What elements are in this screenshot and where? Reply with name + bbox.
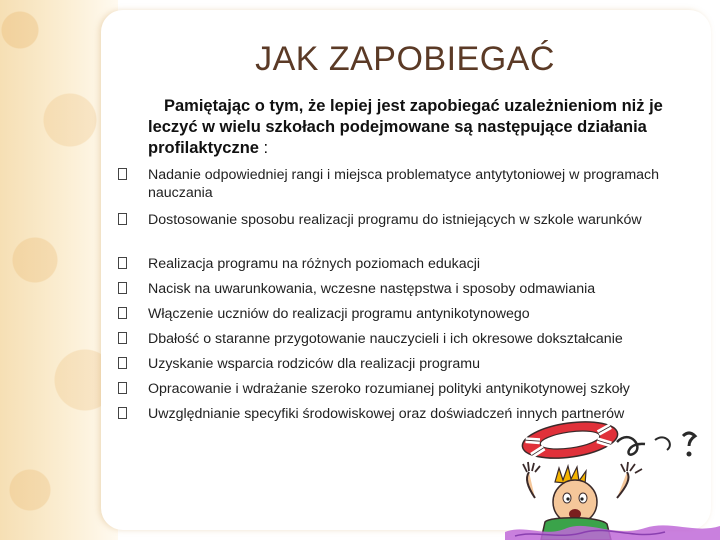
list-item <box>118 255 698 273</box>
bullet-box-icon <box>118 382 127 394</box>
slide-title: JAK ZAPOBIEGAĆ <box>255 40 555 78</box>
bullet-box-icon <box>118 357 127 369</box>
list-item <box>118 380 698 398</box>
list-item <box>118 211 698 229</box>
bullet-box-icon <box>118 168 127 180</box>
drowning-person-with-lifebuoy-icon <box>505 420 720 540</box>
bullet-box-icon <box>118 213 127 225</box>
list-item <box>118 280 698 298</box>
list-item-text: Realizacja programu na różnych poziomach edukacji <box>148 256 480 272</box>
bullet-box-icon <box>118 282 127 294</box>
list-item <box>118 166 698 202</box>
intro-text: Pamiętając o tym, że lepiej jest zapobiegać uzależnieniom niż je leczyć w wielu szkołach podejmowane są następujące działania profilaktyczne <box>148 97 663 157</box>
list-item-text: Uzyskanie wsparcia rodziców dla realizacji programu <box>148 356 480 372</box>
list-item-text: Uwzględnianie specyfiki środowiskowej oraz doświadczeń innych partnerów <box>148 406 625 422</box>
list-item <box>118 355 698 373</box>
list-item-text: Nacisk na uwarunkowania, wczesne następstwa i sposoby odmawiania <box>148 281 596 297</box>
list-item-text: Dostosowanie sposobu realizacji programu do istniejących w szkole warunków <box>148 212 642 228</box>
list-item-text: Włączenie uczniów do realizacji programu antynikotynowego <box>148 306 530 322</box>
list-item <box>118 305 698 323</box>
bullet-box-icon <box>118 407 127 419</box>
list-item <box>118 330 698 348</box>
bullet-box-icon <box>118 307 127 319</box>
list-item-text: Dbałość o staranne przygotowanie nauczycieli i ich okresowe dokształcanie <box>148 331 623 347</box>
bullet-box-icon <box>118 332 127 344</box>
list-item-text: Opracowanie i wdrażanie szeroko rozumianej polityki antynikotynowej szkoły <box>148 381 630 397</box>
list-item-text: Nadanie odpowiedniej rangi i miejsca problematyce antytytoniowej w programach nauczania <box>148 167 660 201</box>
intro-colon: : <box>258 139 269 157</box>
bullet-box-icon <box>118 257 127 269</box>
